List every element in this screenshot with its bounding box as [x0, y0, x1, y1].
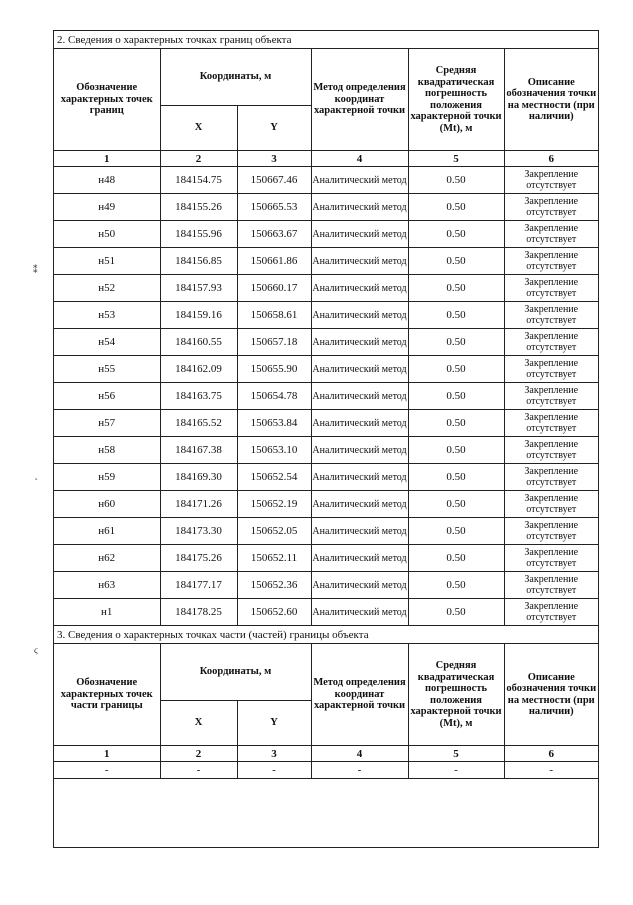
y-cell: 150657.18: [237, 329, 311, 356]
x-cell: 184160.55: [160, 329, 237, 356]
section-2-title: 2. Сведения о характерных точках границ объекта: [54, 31, 598, 49]
accuracy-cell: 0.50: [408, 194, 504, 221]
method-cell: Аналитический метод: [311, 572, 408, 599]
table-row: [54, 410, 598, 437]
x-cell: 184157.93: [160, 275, 237, 302]
method-cell: Аналитический метод: [311, 167, 408, 194]
description-cell: Закрепление отсутствует: [504, 167, 598, 194]
accuracy-cell: 0.50: [408, 356, 504, 383]
y-cell: 150652.60: [237, 599, 311, 626]
description-cell: Закрепление отсутствует: [504, 275, 598, 302]
header-y: Y: [237, 106, 311, 151]
description-cell: Закрепление отсутствует: [504, 329, 598, 356]
point-cell: н57: [54, 410, 160, 437]
accuracy-cell: 0.50: [408, 491, 504, 518]
table-row: [54, 599, 598, 626]
point-cell: н55: [54, 356, 160, 383]
y-cell: 150660.17: [237, 275, 311, 302]
point-cell: н53: [54, 302, 160, 329]
description-cell: Закрепление отсутствует: [504, 221, 598, 248]
accuracy-cell: 0.50: [408, 167, 504, 194]
description-cell: Закрепление отсутствует: [504, 599, 598, 626]
method-cell: Аналитический метод: [311, 491, 408, 518]
description-cell: Закрепление отсутствует: [504, 464, 598, 491]
x-cell: -: [160, 762, 237, 779]
accuracy-cell: 0.50: [408, 599, 504, 626]
description-cell: Закрепление отсутствует: [504, 383, 598, 410]
description-cell: Закрепление отсутствует: [504, 572, 598, 599]
table-row: [54, 248, 598, 275]
column-number: 2: [160, 151, 237, 167]
table-row: [54, 491, 598, 518]
accuracy-cell: 0.50: [408, 545, 504, 572]
method-cell: Аналитический метод: [311, 383, 408, 410]
point-cell: н56: [54, 383, 160, 410]
y-cell: 150658.61: [237, 302, 311, 329]
header-coordinates: Координаты, м: [160, 644, 311, 701]
point-cell: н52: [54, 275, 160, 302]
section-3-rows: [54, 762, 598, 779]
y-cell: 150652.19: [237, 491, 311, 518]
x-cell: 184155.26: [160, 194, 237, 221]
y-cell: 150652.54: [237, 464, 311, 491]
accuracy-cell: 0.50: [408, 248, 504, 275]
method-cell: Аналитический метод: [311, 275, 408, 302]
description-cell: Закрепление отсутствует: [504, 491, 598, 518]
header-method: Метод определения координат характерной точки: [311, 49, 408, 151]
point-cell: н51: [54, 248, 160, 275]
accuracy-cell: -: [408, 762, 504, 779]
y-cell: 150652.36: [237, 572, 311, 599]
method-cell: -: [311, 762, 408, 779]
description-cell: Закрепление отсутствует: [504, 356, 598, 383]
method-cell: Аналитический метод: [311, 437, 408, 464]
y-cell: 150665.53: [237, 194, 311, 221]
table-row: [54, 383, 598, 410]
table-row: [54, 167, 598, 194]
x-cell: 184163.75: [160, 383, 237, 410]
accuracy-cell: 0.50: [408, 275, 504, 302]
y-cell: 150652.11: [237, 545, 311, 572]
x-cell: 184175.26: [160, 545, 237, 572]
y-cell: 150653.84: [237, 410, 311, 437]
header-x: X: [160, 106, 237, 151]
table-row: [54, 572, 598, 599]
point-cell: н60: [54, 491, 160, 518]
accuracy-cell: 0.50: [408, 410, 504, 437]
method-cell: Аналитический метод: [311, 329, 408, 356]
column-number: 3: [237, 151, 311, 167]
x-cell: 184169.30: [160, 464, 237, 491]
x-cell: 184155.96: [160, 221, 237, 248]
section-2-table: [54, 49, 598, 626]
accuracy-cell: 0.50: [408, 302, 504, 329]
x-cell: 184171.26: [160, 491, 237, 518]
point-cell: н49: [54, 194, 160, 221]
method-cell: Аналитический метод: [311, 194, 408, 221]
method-cell: Аналитический метод: [311, 599, 408, 626]
header-description: Описание обозначения точки на местности (при наличии): [504, 49, 598, 151]
y-cell: 150663.67: [237, 221, 311, 248]
method-cell: Аналитический метод: [311, 464, 408, 491]
margin-mark: ˛: [35, 470, 38, 480]
method-cell: Аналитический метод: [311, 410, 408, 437]
point-cell: н61: [54, 518, 160, 545]
header-y: Y: [237, 701, 311, 746]
margin-mark: ϛ: [34, 645, 38, 655]
table-row: [54, 545, 598, 572]
accuracy-cell: 0.50: [408, 464, 504, 491]
table-row: [54, 437, 598, 464]
description-cell: Закрепление отсутствует: [504, 437, 598, 464]
header-accuracy: Средняя квадратическая погрешность положения характерной точки (Mt), м: [408, 644, 504, 746]
column-number-row: [54, 151, 598, 167]
x-cell: 184154.75: [160, 167, 237, 194]
column-number: 6: [504, 151, 598, 167]
method-cell: Аналитический метод: [311, 221, 408, 248]
header-designation: Обозначение характерных точек части границы: [54, 644, 160, 746]
section-3-table: [54, 644, 598, 779]
x-cell: 184173.30: [160, 518, 237, 545]
header-coordinates: Координаты, м: [160, 49, 311, 106]
section-3-title: 3. Сведения о характерных точках части (частей) границы объекта: [54, 626, 598, 644]
column-number: 1: [54, 151, 160, 167]
table-row: [54, 194, 598, 221]
accuracy-cell: 0.50: [408, 383, 504, 410]
point-cell: н62: [54, 545, 160, 572]
description-cell: Закрепление отсутствует: [504, 194, 598, 221]
document-sheet: [53, 30, 599, 848]
column-number: 1: [54, 746, 160, 762]
x-cell: 184177.17: [160, 572, 237, 599]
accuracy-cell: 0.50: [408, 437, 504, 464]
table-row: [54, 356, 598, 383]
y-cell: 150654.78: [237, 383, 311, 410]
y-cell: 150655.90: [237, 356, 311, 383]
point-cell: н58: [54, 437, 160, 464]
table-row: [54, 464, 598, 491]
x-cell: 184178.25: [160, 599, 237, 626]
y-cell: 150667.46: [237, 167, 311, 194]
column-number: 4: [311, 151, 408, 167]
accuracy-cell: 0.50: [408, 572, 504, 599]
point-cell: н48: [54, 167, 160, 194]
header-description: Описание обозначения точки на местности (при наличии): [504, 644, 598, 746]
description-cell: Закрепление отсутствует: [504, 518, 598, 545]
x-cell: 184167.38: [160, 437, 237, 464]
column-number: 3: [237, 746, 311, 762]
accuracy-cell: 0.50: [408, 329, 504, 356]
y-cell: 150653.10: [237, 437, 311, 464]
point-cell: н1: [54, 599, 160, 626]
table-row: [54, 221, 598, 248]
method-cell: Аналитический метод: [311, 356, 408, 383]
x-cell: 184159.16: [160, 302, 237, 329]
method-cell: Аналитический метод: [311, 302, 408, 329]
column-number: 5: [408, 151, 504, 167]
point-cell: н50: [54, 221, 160, 248]
description-cell: Закрепление отсутствует: [504, 302, 598, 329]
description-cell: Закрепление отсутствует: [504, 248, 598, 275]
header-accuracy: Средняя квадратическая погрешность положения характерной точки (Mt), м: [408, 49, 504, 151]
point-cell: н63: [54, 572, 160, 599]
method-cell: Аналитический метод: [311, 248, 408, 275]
point-cell: -: [54, 762, 160, 779]
x-cell: 184165.52: [160, 410, 237, 437]
table-row: [54, 518, 598, 545]
accuracy-cell: 0.50: [408, 221, 504, 248]
point-cell: н59: [54, 464, 160, 491]
y-cell: -: [237, 762, 311, 779]
header-designation: Обозначение характерных точек границ: [54, 49, 160, 151]
x-cell: 184156.85: [160, 248, 237, 275]
table-row: [54, 302, 598, 329]
y-cell: 150661.86: [237, 248, 311, 275]
y-cell: 150652.05: [237, 518, 311, 545]
description-cell: Закрепление отсутствует: [504, 410, 598, 437]
table-row: [54, 762, 598, 779]
method-cell: Аналитический метод: [311, 518, 408, 545]
accuracy-cell: 0.50: [408, 518, 504, 545]
description-cell: -: [504, 762, 598, 779]
table-row: [54, 275, 598, 302]
column-number-row: [54, 746, 598, 762]
column-number: 6: [504, 746, 598, 762]
column-number: 5: [408, 746, 504, 762]
header-method: Метод определения координат характерной точки: [311, 644, 408, 746]
method-cell: Аналитический метод: [311, 545, 408, 572]
column-number: 2: [160, 746, 237, 762]
section-2-rows: [54, 167, 598, 626]
header-x: X: [160, 701, 237, 746]
x-cell: 184162.09: [160, 356, 237, 383]
description-cell: Закрепление отсутствует: [504, 545, 598, 572]
margin-mark: ⁑: [33, 265, 38, 275]
table-row: [54, 329, 598, 356]
point-cell: н54: [54, 329, 160, 356]
column-number: 4: [311, 746, 408, 762]
